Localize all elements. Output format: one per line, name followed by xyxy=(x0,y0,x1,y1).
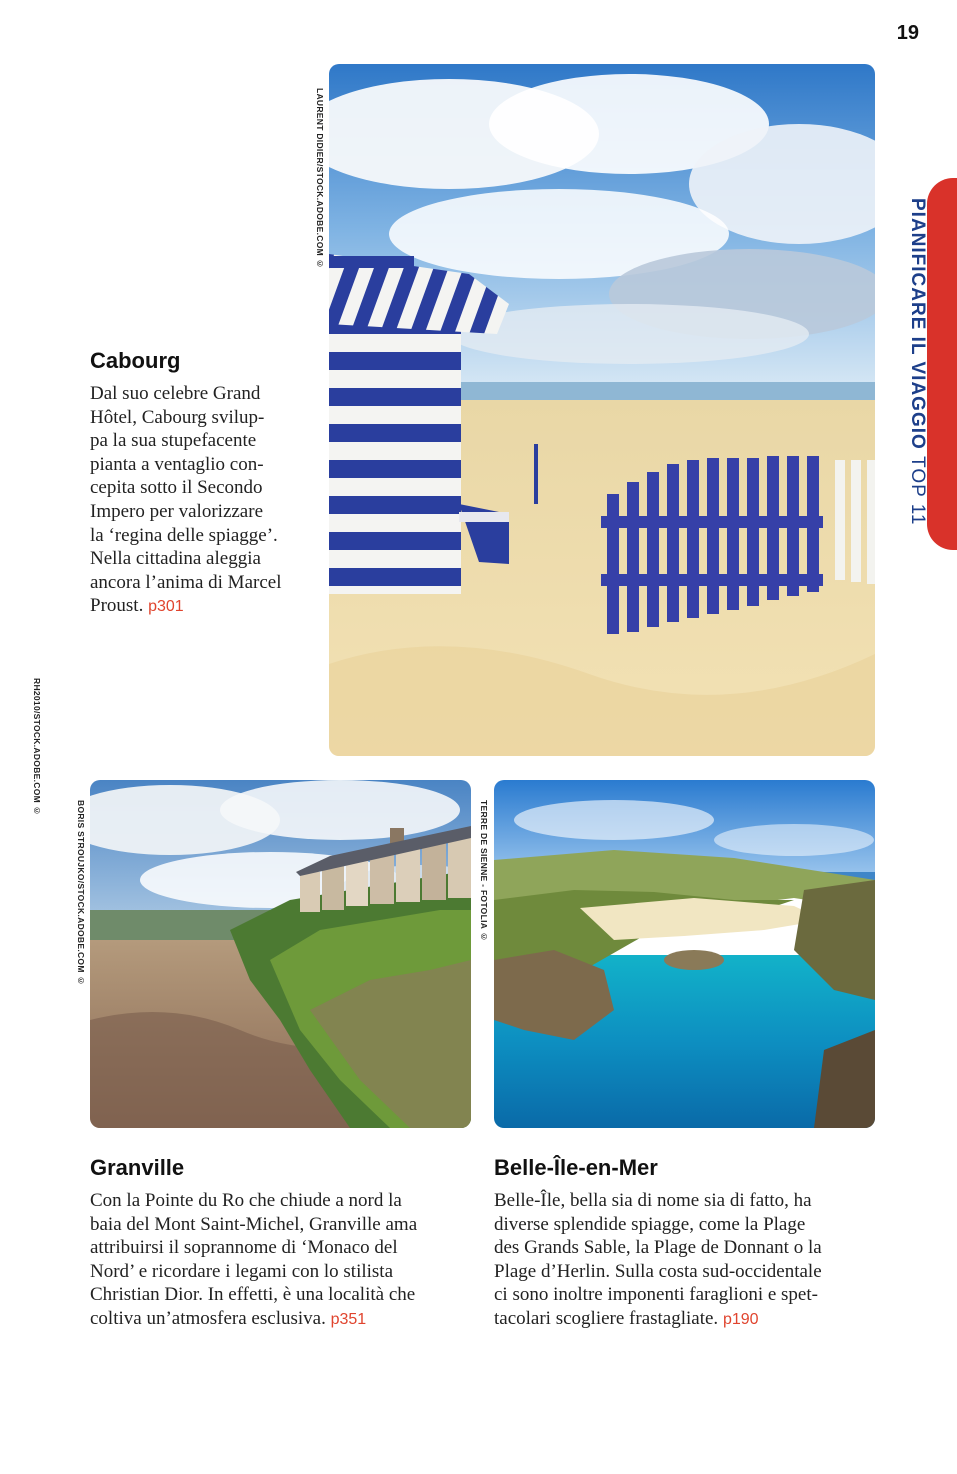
cabourg-description: Dal suo celebre Grand Hôtel, Cabourg svilup- pa la sua stupefacente pianta a ventaglio con- cepita sotto il Secondo Impero per valorizzare la ‘regina delle spiagge’. Nella cittadina aleggia ancora l’anima di Marcel Proust. p301 xyxy=(90,383,282,617)
belle-ile-description: Belle-Île, bella sia di nome sia di fatto, ha diverse splendide spiagge, come la Plage des Grands Sable, la Plage de Donnant o la Plage d’Herlin. Sulla costa sud-occidentale ci sono inoltre imponenti faraglioni e spet- tacolari scogliere frastagliate. p190 xyxy=(494,1190,822,1329)
photo-credit-margin: RH2010/STOCK.ADOBE.COM © xyxy=(32,678,42,816)
cabourg-page-ref[interactable]: p301 xyxy=(148,598,184,616)
section-label xyxy=(906,198,928,525)
chapter-tab xyxy=(927,178,957,550)
page-number: 19 xyxy=(896,22,919,44)
belle-ile-cove-photo xyxy=(494,780,875,1128)
section-title: PIANIFICARE IL VIAGGIO xyxy=(907,198,928,450)
cabourg-title: Cabourg xyxy=(90,348,181,373)
granville-page-ref[interactable]: p351 xyxy=(330,1310,367,1328)
granville-description: Con la Pointe du Ro che chiude a nord la baia del Mont Saint-Michel, Granville ama attribuirsi il soprannome di ‘Monaco del Nord’ e ricordare i legami con lo stilista Christian Dior. In effetti, è una località che coltiva un’atmosfera esclusiva. p351 xyxy=(90,1190,418,1329)
photo-credit-granville: BORIS STROUJKO/STOCK.ADOBE.COM © xyxy=(76,800,86,986)
belle-ile-title: Belle-Île-en-Mer xyxy=(494,1155,658,1180)
photo-credit-belle-ile: TERRE DE SIENNE - FOTOLIA © xyxy=(479,800,489,942)
granville-title: Granville xyxy=(90,1155,185,1180)
section-subtitle: TOP 11 xyxy=(907,456,928,526)
cabourg-beach-photo xyxy=(329,64,875,756)
granville-cliffs-photo xyxy=(90,780,471,1128)
photo-credit-cabourg: LAURENT DIDIER/STOCK.ADOBE.COM © xyxy=(315,88,325,269)
belle-ile-page-ref[interactable]: p190 xyxy=(722,1310,759,1328)
